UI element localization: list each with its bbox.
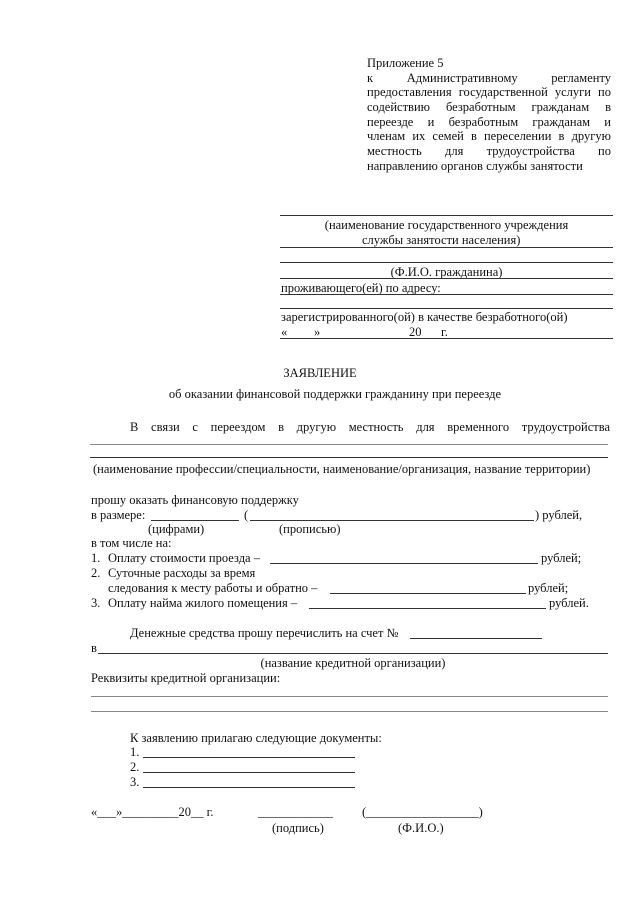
appendix-block: [367, 56, 611, 174]
institution-caption-1: (наименование государственного учреждения: [324, 218, 569, 232]
fio-caption: (Ф.И.О. гражданина): [390, 265, 503, 279]
document-title: ЗАЯВЛЕНИЕ: [283, 366, 357, 380]
appendix-line: членам их семей в переселении в другую: [367, 129, 611, 144]
signature-fio-line[interactable]: (__________________): [362, 805, 483, 819]
attachment-number: 1.: [130, 745, 140, 759]
signature-date[interactable]: «___»_________20__ г.: [91, 805, 214, 819]
requisites-line-2[interactable]: [91, 711, 608, 712]
item-suffix: рублей;: [541, 551, 582, 565]
appendix-line: местность для трудоустройства по: [367, 144, 611, 159]
amount-prefix: в размере:: [91, 508, 146, 522]
appendix-line: направлению органов службы занятости: [367, 158, 583, 173]
signature-caption: (подпись): [272, 821, 324, 835]
travel-cost-field[interactable]: [270, 563, 538, 564]
item-text: Оплату найма жилого помещения –: [108, 596, 298, 610]
signature-fio-caption: (Ф.И.О.): [398, 821, 444, 835]
item-number: 1.: [91, 551, 101, 565]
appendix-line: к Административному регламенту: [367, 70, 611, 85]
requisites-line-1[interactable]: [91, 696, 608, 697]
address-line-1[interactable]: [280, 294, 613, 295]
appendix-line: содействию безработным гражданам в: [367, 100, 611, 115]
digits-caption: (цифрами): [148, 522, 205, 536]
item-number: 3.: [91, 596, 101, 610]
residing-label: проживающего(ей) по адресу:: [281, 281, 441, 295]
profession-line-1[interactable]: [90, 444, 608, 445]
item-suffix: рублей.: [549, 596, 589, 610]
bank-caption: (название кредитной организации): [260, 656, 446, 670]
fio-line[interactable]: [280, 262, 613, 263]
item-number: 2.: [91, 566, 101, 580]
daily-expenses-field[interactable]: [330, 593, 526, 594]
attachments-title: К заявлению прилагаю следующие документы:: [130, 731, 382, 745]
transfer-text: Денежные средства прошу перечислить на счет №: [130, 626, 399, 640]
attachment-field-1[interactable]: [143, 757, 355, 758]
institution-line[interactable]: [280, 215, 613, 216]
amount-digits-field[interactable]: [151, 520, 239, 521]
address-line-2[interactable]: [280, 308, 613, 309]
amount-words-field[interactable]: [250, 520, 534, 521]
attachment-field-2[interactable]: [143, 772, 355, 773]
bank-name-field[interactable]: [98, 653, 608, 654]
appendix-line: предоставления государственной услуги по: [367, 85, 611, 100]
profession-line-2[interactable]: [90, 457, 608, 458]
date-open-quote: «: [281, 325, 288, 339]
document-subtitle: об оказании финансовой поддержки гражданину при переезде: [168, 387, 502, 401]
profession-caption: (наименование профессии/специальности, наименование/организация, название территории): [93, 462, 591, 476]
fio-underline: [280, 278, 613, 279]
institution-caption-2: службы занятости населения): [362, 233, 521, 247]
institution-line-2[interactable]: [280, 247, 613, 248]
date-suffix: г.: [441, 325, 448, 339]
appendix-line: переезде и безработным гражданам и: [367, 114, 611, 129]
words-caption: (прописью): [279, 522, 341, 536]
amount-suffix: ) рублей,: [535, 508, 583, 522]
housing-cost-field[interactable]: [309, 608, 546, 609]
account-number-field[interactable]: [410, 638, 542, 639]
attachment-number: 3.: [130, 775, 140, 789]
signature-line[interactable]: ____________: [258, 805, 333, 819]
registered-label: зарегистрированного(ой) в качестве безработного(ой): [281, 310, 568, 324]
intro-text: В связи с переездом в другую местность для временного трудоустройства: [130, 420, 610, 434]
date-year: 20: [409, 325, 422, 339]
including-text: в том числе на:: [91, 536, 172, 550]
bank-in-label: в: [91, 641, 97, 655]
date-underline: [280, 338, 613, 339]
item-suffix: рублей;: [528, 581, 569, 595]
appendix-title: Приложение 5: [367, 56, 444, 70]
item-text: следования к месту работы и обратно –: [108, 581, 318, 595]
request-text: прошу оказать финансовую поддержку: [91, 493, 299, 507]
attachment-number: 2.: [130, 760, 140, 774]
amount-open-paren: (: [244, 508, 249, 522]
date-close-quote: »: [314, 325, 321, 339]
requisites-label: Реквизиты кредитной организации:: [91, 671, 281, 685]
item-text: Оплату стоимости проезда –: [108, 551, 260, 565]
attachment-field-3[interactable]: [143, 787, 355, 788]
item-text: Суточные расходы за время: [108, 566, 256, 580]
